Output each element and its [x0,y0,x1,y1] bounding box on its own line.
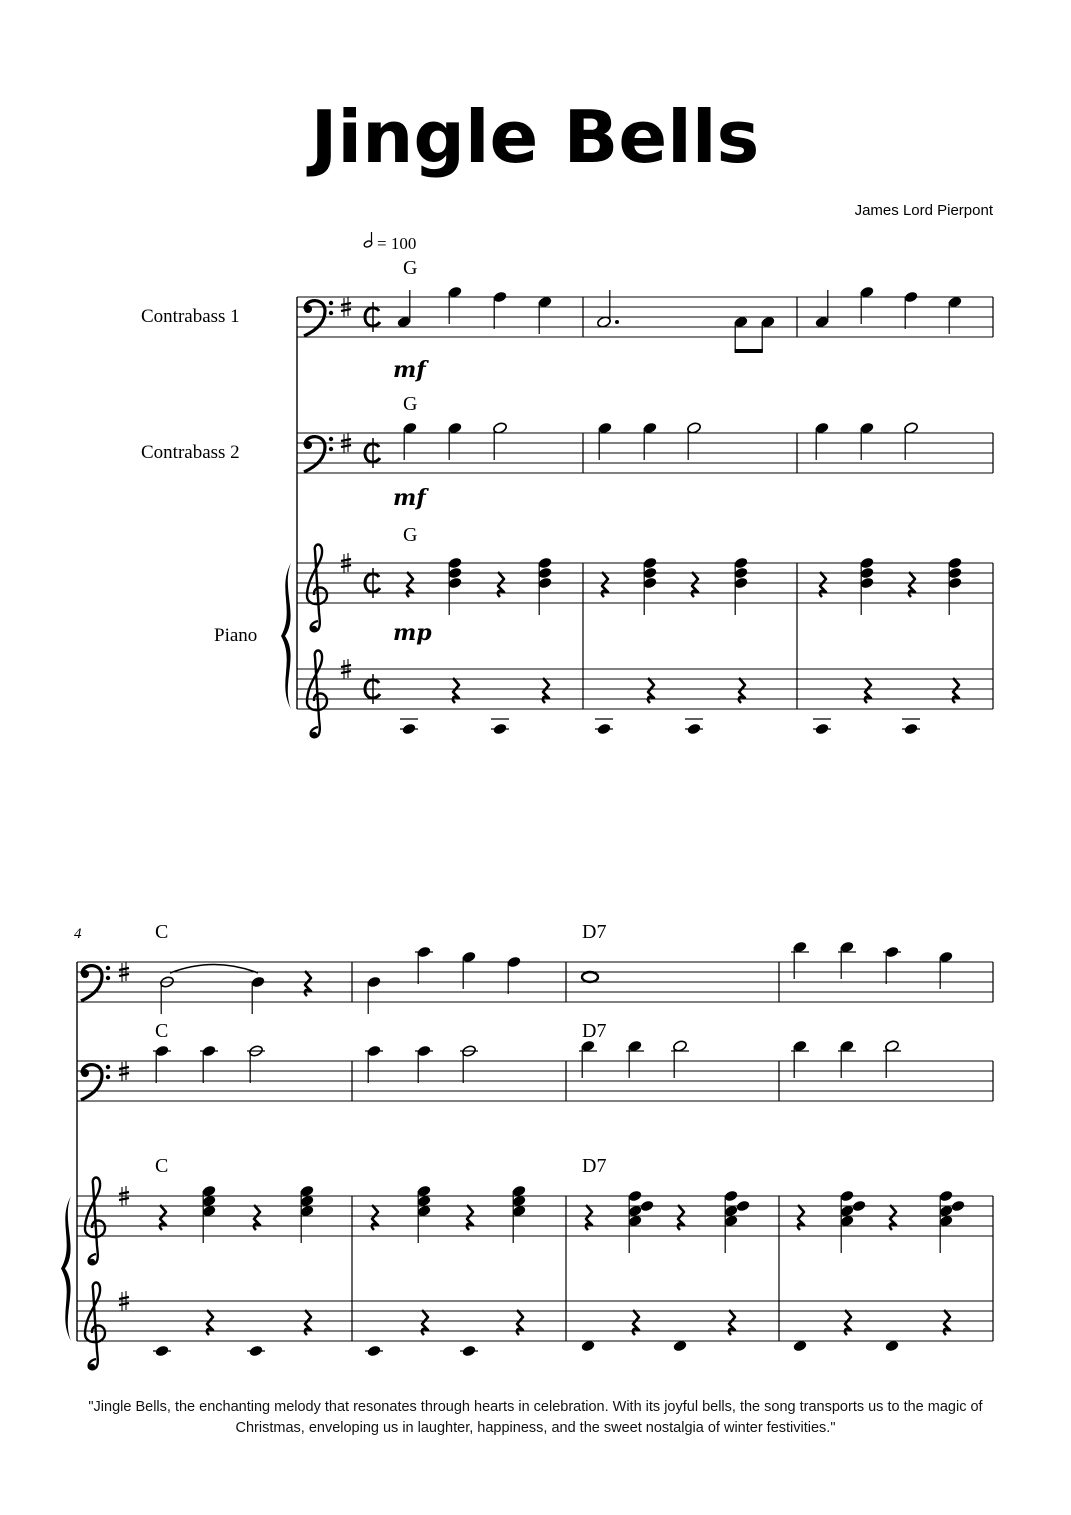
note-head [248,1345,263,1358]
note-head [686,723,701,736]
tempo-marking [363,232,416,253]
note-head [735,1200,750,1213]
piano-brace-icon [61,1196,71,1341]
dynamic-contrabass-2: mf [393,485,426,511]
tempo-text: = 100 [377,234,417,253]
note-head [461,1345,476,1358]
measure-number: 4 [74,926,82,942]
note-head [814,723,829,736]
bass-clef-icon [81,1065,110,1100]
score-title: Jingle Bells [310,95,760,179]
note-head [582,972,598,982]
treble-clef-icon [307,651,327,739]
bass-clef-icon [81,966,110,1001]
chord-symbol-d7: D7 [582,1155,607,1177]
note-head [950,1200,965,1213]
piano-brace-icon [281,563,291,709]
note-head [366,1345,381,1358]
note-head [492,723,507,736]
chord-symbol-g: G [403,257,418,279]
chord-symbol-c: C [155,1020,169,1042]
treble-clef-icon [85,1283,105,1371]
composer-name: James Lord Pierpont [854,202,993,219]
footer-quote: "Jingle Bells, the enchanting melody that resonates through hearts in celebration. With its joyful bells, the song transports us to the magic of Christmas, enveloping us in laughter, happiness, and the sweet nostalgia of winter festivities." [88,1399,983,1436]
treble-clef-icon [307,545,327,633]
bass-clef-icon [304,437,333,472]
chord-symbol-c: C [155,921,169,943]
treble-clef-icon [85,1178,105,1266]
chord-symbol-g: G [403,393,418,415]
bass-clef-icon [304,301,333,336]
note-head [154,1345,169,1358]
note-head [401,723,416,736]
instrument-label-contrabass-1: Contrabass 1 [141,306,240,327]
note-head [903,723,918,736]
chord-symbol-d7: D7 [582,1020,607,1042]
note-head [596,723,611,736]
chord-symbol-g: G [403,524,418,546]
augmentation-dot [615,320,619,324]
chord-symbol-d7: D7 [582,921,607,943]
chord-symbol-c: C [155,1155,169,1177]
instrument-label-contrabass-2: Contrabass 2 [141,442,240,463]
instrument-label-piano: Piano [214,625,258,646]
dynamic-piano: mp [393,620,432,646]
note-head [851,1200,866,1213]
note-head [639,1200,654,1213]
dynamic-contrabass-1: mf [393,357,426,383]
